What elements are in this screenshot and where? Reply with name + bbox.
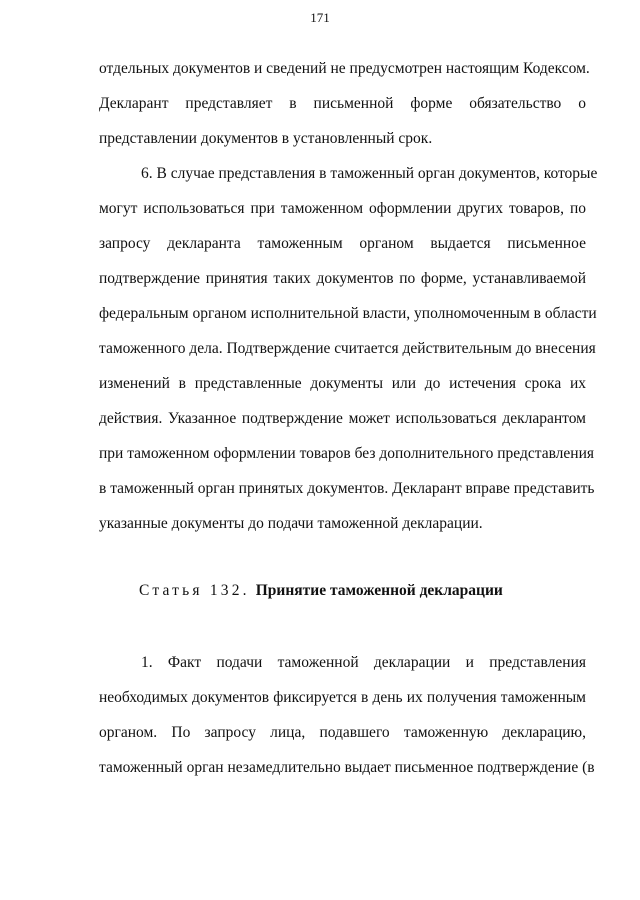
- text-line: представлении документов в установленный срок.: [99, 130, 433, 147]
- text-line: изменений в представленные документы или до истечения срока их: [99, 375, 586, 392]
- text-line: 1. Факт подачи таможенной декларации и представления: [141, 654, 586, 671]
- text-line: органом. По запросу лица, подавшего таможенную декларацию,: [99, 724, 586, 741]
- text-line: федеральным органом исполнительной власти, уполномоченным в области: [99, 305, 597, 322]
- text-line: подтверждение принятия таких документов по форме, устанавливаемой: [99, 270, 586, 287]
- article-title: Принятие таможенной декларации: [255, 582, 503, 599]
- text-line: в таможенный орган принятых документов. Декларант вправе представить: [99, 480, 595, 497]
- text-line: при таможенном оформлении товаров без дополнительного представления: [99, 445, 595, 462]
- text-line: необходимых документов фиксируется в день их получения таможенным: [99, 689, 586, 706]
- text-line: таможенный орган незамедлительно выдает письменное подтверждение (в: [99, 759, 595, 776]
- text-line: действия. Указанное подтверждение может использоваться декларантом: [99, 410, 586, 427]
- article-label: Статья 132.: [139, 582, 250, 599]
- text-line: указанные документы до подачи таможенной декларации.: [99, 515, 483, 532]
- text-line: 6. В случае представления в таможенный орган документов, которые: [141, 165, 598, 182]
- text-line: могут использоваться при таможенном оформлении других товаров, по: [99, 200, 586, 217]
- text-line: таможенного дела. Подтверждение считается действительным до внесения: [99, 340, 596, 357]
- page-number: 171: [310, 10, 330, 25]
- article-heading: [139, 580, 503, 602]
- text-line: отдельных документов и сведений не предусмотрен настоящим Кодексом.: [99, 60, 590, 77]
- text-line: запросу декларанта таможенным органом выдается письменное: [99, 235, 586, 252]
- text-line: Декларант представляет в письменной форме обязательство о: [99, 95, 586, 112]
